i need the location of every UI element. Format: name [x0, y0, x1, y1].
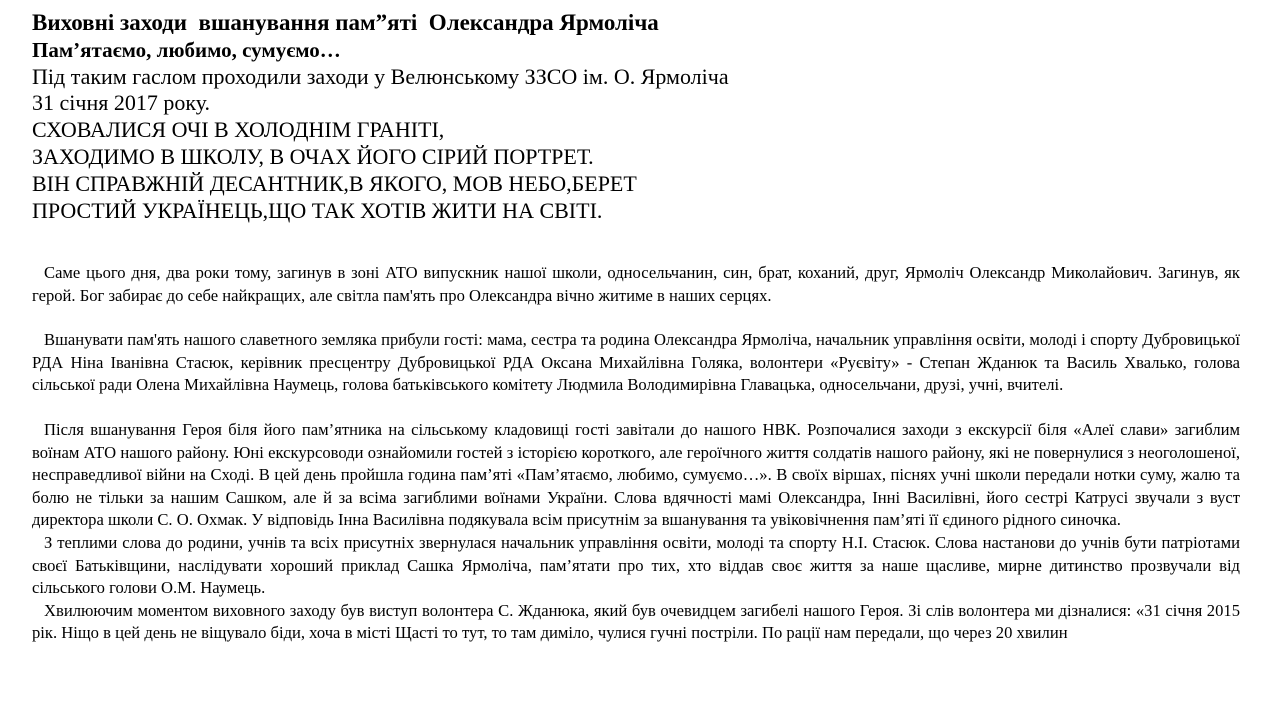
paragraph-speeches: З теплими слова до родини, учнів та всіх присутніх звернулася начальник управління освіти, молоді та спорту Н.І. Стасюк. Слова настанови до учнів бути патріотами своєї Батьківщини, наслідувати хороший приклад Сашка Ярмоліча, пам’ятати про тих, хто віддав своє життя за наше щасливе, мирне дитинство прозвучали від сільського голови О.М. Наумець.: [32, 532, 1240, 598]
poem-line: ПРОСТИЙ УКРАЇНЕЦЬ,ЩО ТАК ХОТІВ ЖИТИ НА СВІТІ.: [32, 198, 603, 223]
paragraph-volunteer: Хвилюючим моментом виховного заходу був виступ волонтера С. Жданюка, який був очевидцем загибелі нашого Героя. Зі слів волонтера ми дізналися: «31 січня 2015 рік. Ніщо в цей день не віщувало біди, хоча в місті Щасті то тут, то там диміло, чулися гучні постріли. По рації нам передали, що через 20 хвилин: [32, 600, 1240, 643]
poem-line: ЗАХОДИМО В ШКОЛУ, В ОЧАХ ЙОГО СІРИЙ ПОРТРЕТ.: [32, 144, 594, 169]
poem: [32, 116, 1252, 224]
intro-line: Під таким гаслом проходили заходи у Велюнському ЗЗСО ім. О. Ярмоліча: [32, 64, 729, 89]
date-line: 31 січня 2017 року.: [32, 90, 211, 115]
document-header: [32, 8, 1252, 224]
poem-line: ВІН СПРАВЖНІЙ ДЕСАНТНИК,В ЯКОГО, МОВ НЕБО,БЕРЕТ: [32, 171, 637, 196]
page-title: Виховні заходи вшанування пам”яті Олександра Ярмоліча: [32, 10, 659, 35]
paragraph-anniversary: Саме цього дня, два роки тому, загинув в зоні АТО випускник нашої школи, односельчанин, син, брат, коханий, друг, Ярмоліч Олександр Миколайович. Загинув, як герой. Бог забирає до себе найкращих, але світла пам'ять про Олександра вічно житиме в наших серцях.: [32, 263, 1240, 305]
article-body: [32, 262, 1240, 645]
poem-line: СХОВАЛИСЯ ОЧІ В ХОЛОДНІМ ГРАНІТІ,: [32, 117, 445, 142]
paragraph-guests: Вшанувати пам'ять нашого славетного земляка прибули гості: мама, сестра та родина Олександра Ярмоліча, начальник управління освіти, молоді і спорту Дубровицької РДА Ніна Іванівна Стасюк, керівник пресцентру Дубровицької РДА Оксана Михайлівна Голяка, волонтери «Руєвіту» - Степан Жданюк та Василь Хвалько, голова сільської ради Олена Михайлівна Наумець, голова батьківського комітету Людмила Володимирівна Главацька, односельчани, друзі, учні, вчителі.: [32, 330, 1240, 395]
slogan: Пам’ятаємо, любимо, сумуємо…: [32, 38, 341, 62]
paragraph-memorial-hour: Після вшанування Героя біля його пам’ятника на сільському кладовищі гості завітали до нашого НВК. Розпочалися заходи з екскурсії біля «Алеї слави» загиблим воїнам АТО нашого району. Юні екскурсоводи ознайомили гостей з історією короткого, але героїчного життя солдатів нашого району, які не повернулися з неоголошеної, несправедливої війни на Сході. В цей день пройшла година пам’яті «Пам’ятаємо, любимо, сумуємо…». В своїх віршах, піснях учні школи передали нотки суму, жалю та болю не тільки за нашим Сашком, але й за всіма загиблими воїнами України. Слова вдячності мамі Олександра, Інні Василівні, його сестрі Катрусі звучали з вуст директора школи С. О. Охмак. У відповідь Інна Василівна подякувала всім присутнім за вшанування та увіковічнення пам’яті її єдиного рідного синочка.: [32, 419, 1240, 530]
